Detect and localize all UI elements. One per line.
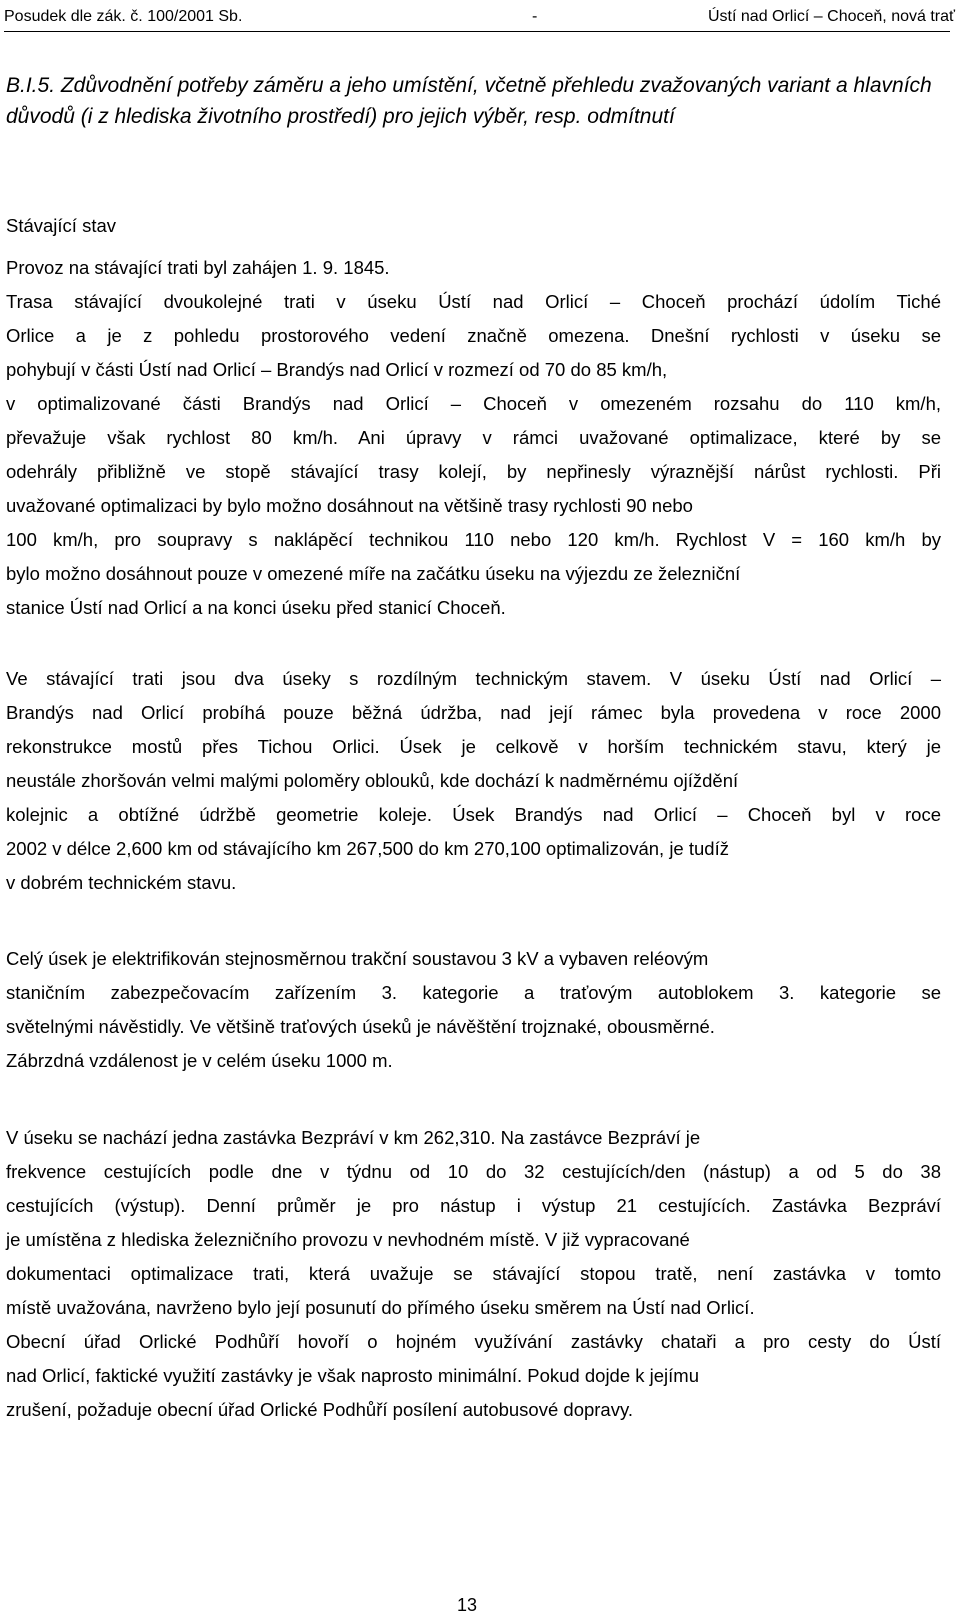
paragraph-line: rekonstrukce mostů přes Tichou Orlici. Úsek je celkově v horším technickém stavu, který je <box>6 736 941 757</box>
paragraph-electrification <box>6 942 941 1078</box>
paragraph-bezpravi-stop <box>6 1121 941 1427</box>
page-header <box>0 6 955 32</box>
header-left-text: Posudek dle zák. č. 100/2001 Sb. <box>4 8 243 25</box>
paragraph-line: Provoz na stávající trati byl zahájen 1. 9. 1845. <box>6 257 390 278</box>
subheading-current-state: Stávající stav <box>6 215 117 236</box>
paragraph-line: pohybují v části Ústí nad Orlicí – Brandýs nad Orlicí v rozmezí od 70 do 85 km/h, <box>6 359 668 380</box>
paragraph-line: dokumentaci optimalizace trati, která uvažuje se stávající stopou tratě, není zastávka v tomto <box>6 1263 941 1284</box>
paragraph-line: Brandýs nad Orlicí probíhá pouze běžná údržba, nad její rámec byla provedena v roce 2000 <box>6 702 941 723</box>
paragraph-line: nad Orlicí, faktické využití zastávky je však naprosto minimální. Pokud dojde k jejímu <box>6 1365 700 1386</box>
paragraph-line: v dobrém technickém stavu. <box>6 872 237 893</box>
paragraph-line: převažuje však rychlost 80 km/h. Ani úpravy v rámci uvažované optimalizace, které by se <box>6 427 941 448</box>
paragraph-line: místě uvažována, navrženo bylo její posunutí do přímého úseku směrem na Ústí nad Orlicí. <box>6 1297 755 1318</box>
paragraph-history-and-speeds <box>6 251 941 625</box>
paragraph-line: stanice Ústí nad Orlicí a na konci úseku před stanicí Choceň. <box>6 597 506 618</box>
paragraph-line: Ve stávající trati jsou dva úseky s rozdílným technickým stavem. V úseku Ústí nad Orlicí – <box>6 668 941 689</box>
paragraph-line: 2002 v délce 2,600 km od stávajícího km 267,500 do km 270,100 optimalizován, je tudíž <box>6 838 729 859</box>
header-right-text: Ústí nad Orlicí – Choceň, nová trať <box>708 8 955 25</box>
paragraph-line: uvažované optimalizaci by bylo možno dosáhnout na většině trasy rychlosti 90 nebo <box>6 495 693 516</box>
paragraph-line: staničním zabezpečovacím zařízením 3. kategorie a traťovým autoblokem 3. kategorie se <box>6 982 941 1003</box>
header-separator: - <box>532 8 538 25</box>
paragraph-line: Celý úsek je elektrifikován stejnosměrnou trakční soustavou 3 kV a vybaven reléovým <box>6 948 709 969</box>
paragraph-line: kolejnic a obtížné údržbě geometrie koleje. Úsek Brandýs nad Orlicí – Choceň byl v roce <box>6 804 941 825</box>
paragraph-technical-condition <box>6 662 941 900</box>
paragraph-line: frekvence cestujících podle dne v týdnu od 10 do 32 cestujících/den (nástup) a od 5 do 38 <box>6 1161 941 1182</box>
paragraph-line: Orlice a je z pohledu prostorového vedení značně omezena. Dnešní rychlosti v úseku se <box>6 325 941 346</box>
paragraph-line: světelnými návěstidly. Ve většině traťových úseků je návěštění trojznaké, obousměrné. <box>6 1016 715 1037</box>
paragraph-line: je umístěna z hlediska železničního provozu v nevhodném místě. V již vypracované <box>6 1229 690 1250</box>
paragraph-line: neustále zhoršován velmi malými poloměry oblouků, kde dochází k nadměrnému ojíždění <box>6 770 739 791</box>
paragraph-line: bylo možno dosáhnout pouze v omezené míře na začátku úseku na výjezdu ze železniční <box>6 563 741 584</box>
paragraph-line: V úseku se nachází jedna zastávka Bezpráví v km 262,310. Na zastávce Bezpráví je <box>6 1127 701 1148</box>
paragraph-line: zrušení, požaduje obecní úřad Orlické Podhůří posílení autobusové dopravy. <box>6 1399 633 1420</box>
paragraph-line: odehrály přibližně ve stopě stávající trasy kolejí, by nepřinesly výraznější nárůst rychlosti. Při <box>6 461 941 482</box>
header-divider <box>4 31 950 32</box>
page-number: 13 <box>456 1595 478 1615</box>
paragraph-line: Obecní úřad Orlické Podhůří hovoří o hojném využívání zastávky chataři a pro cesty do Ústí <box>6 1331 941 1352</box>
paragraph-line: Trasa stávající dvoukolejné trati v úseku Ústí nad Orlicí – Choceň prochází údolím Tiché <box>6 291 941 312</box>
paragraph-line: v optimalizované části Brandýs nad Orlicí – Choceň v omezeném rozsahu do 110 km/h, <box>6 393 941 414</box>
paragraph-line: cestujících (výstup). Denní průměr je pro nástup i výstup 21 cestujících. Zastávka Bezpráví <box>6 1195 941 1216</box>
paragraph-line: 100 km/h, pro soupravy s naklápěcí technikou 110 nebo 120 km/h. Rychlost V = 160 km/h by <box>6 529 941 550</box>
paragraph-line: Zábrzdná vzdálenost je v celém úseku 1000 m. <box>6 1050 393 1071</box>
section-title: B.I.5. Zdůvodnění potřeby záměru a jeho umístění, včetně přehledu zvažovaných variant a hlavních důvodů (i z hlediska životního prostředí) pro jejich výběr, resp. odmítnutí <box>6 74 932 128</box>
